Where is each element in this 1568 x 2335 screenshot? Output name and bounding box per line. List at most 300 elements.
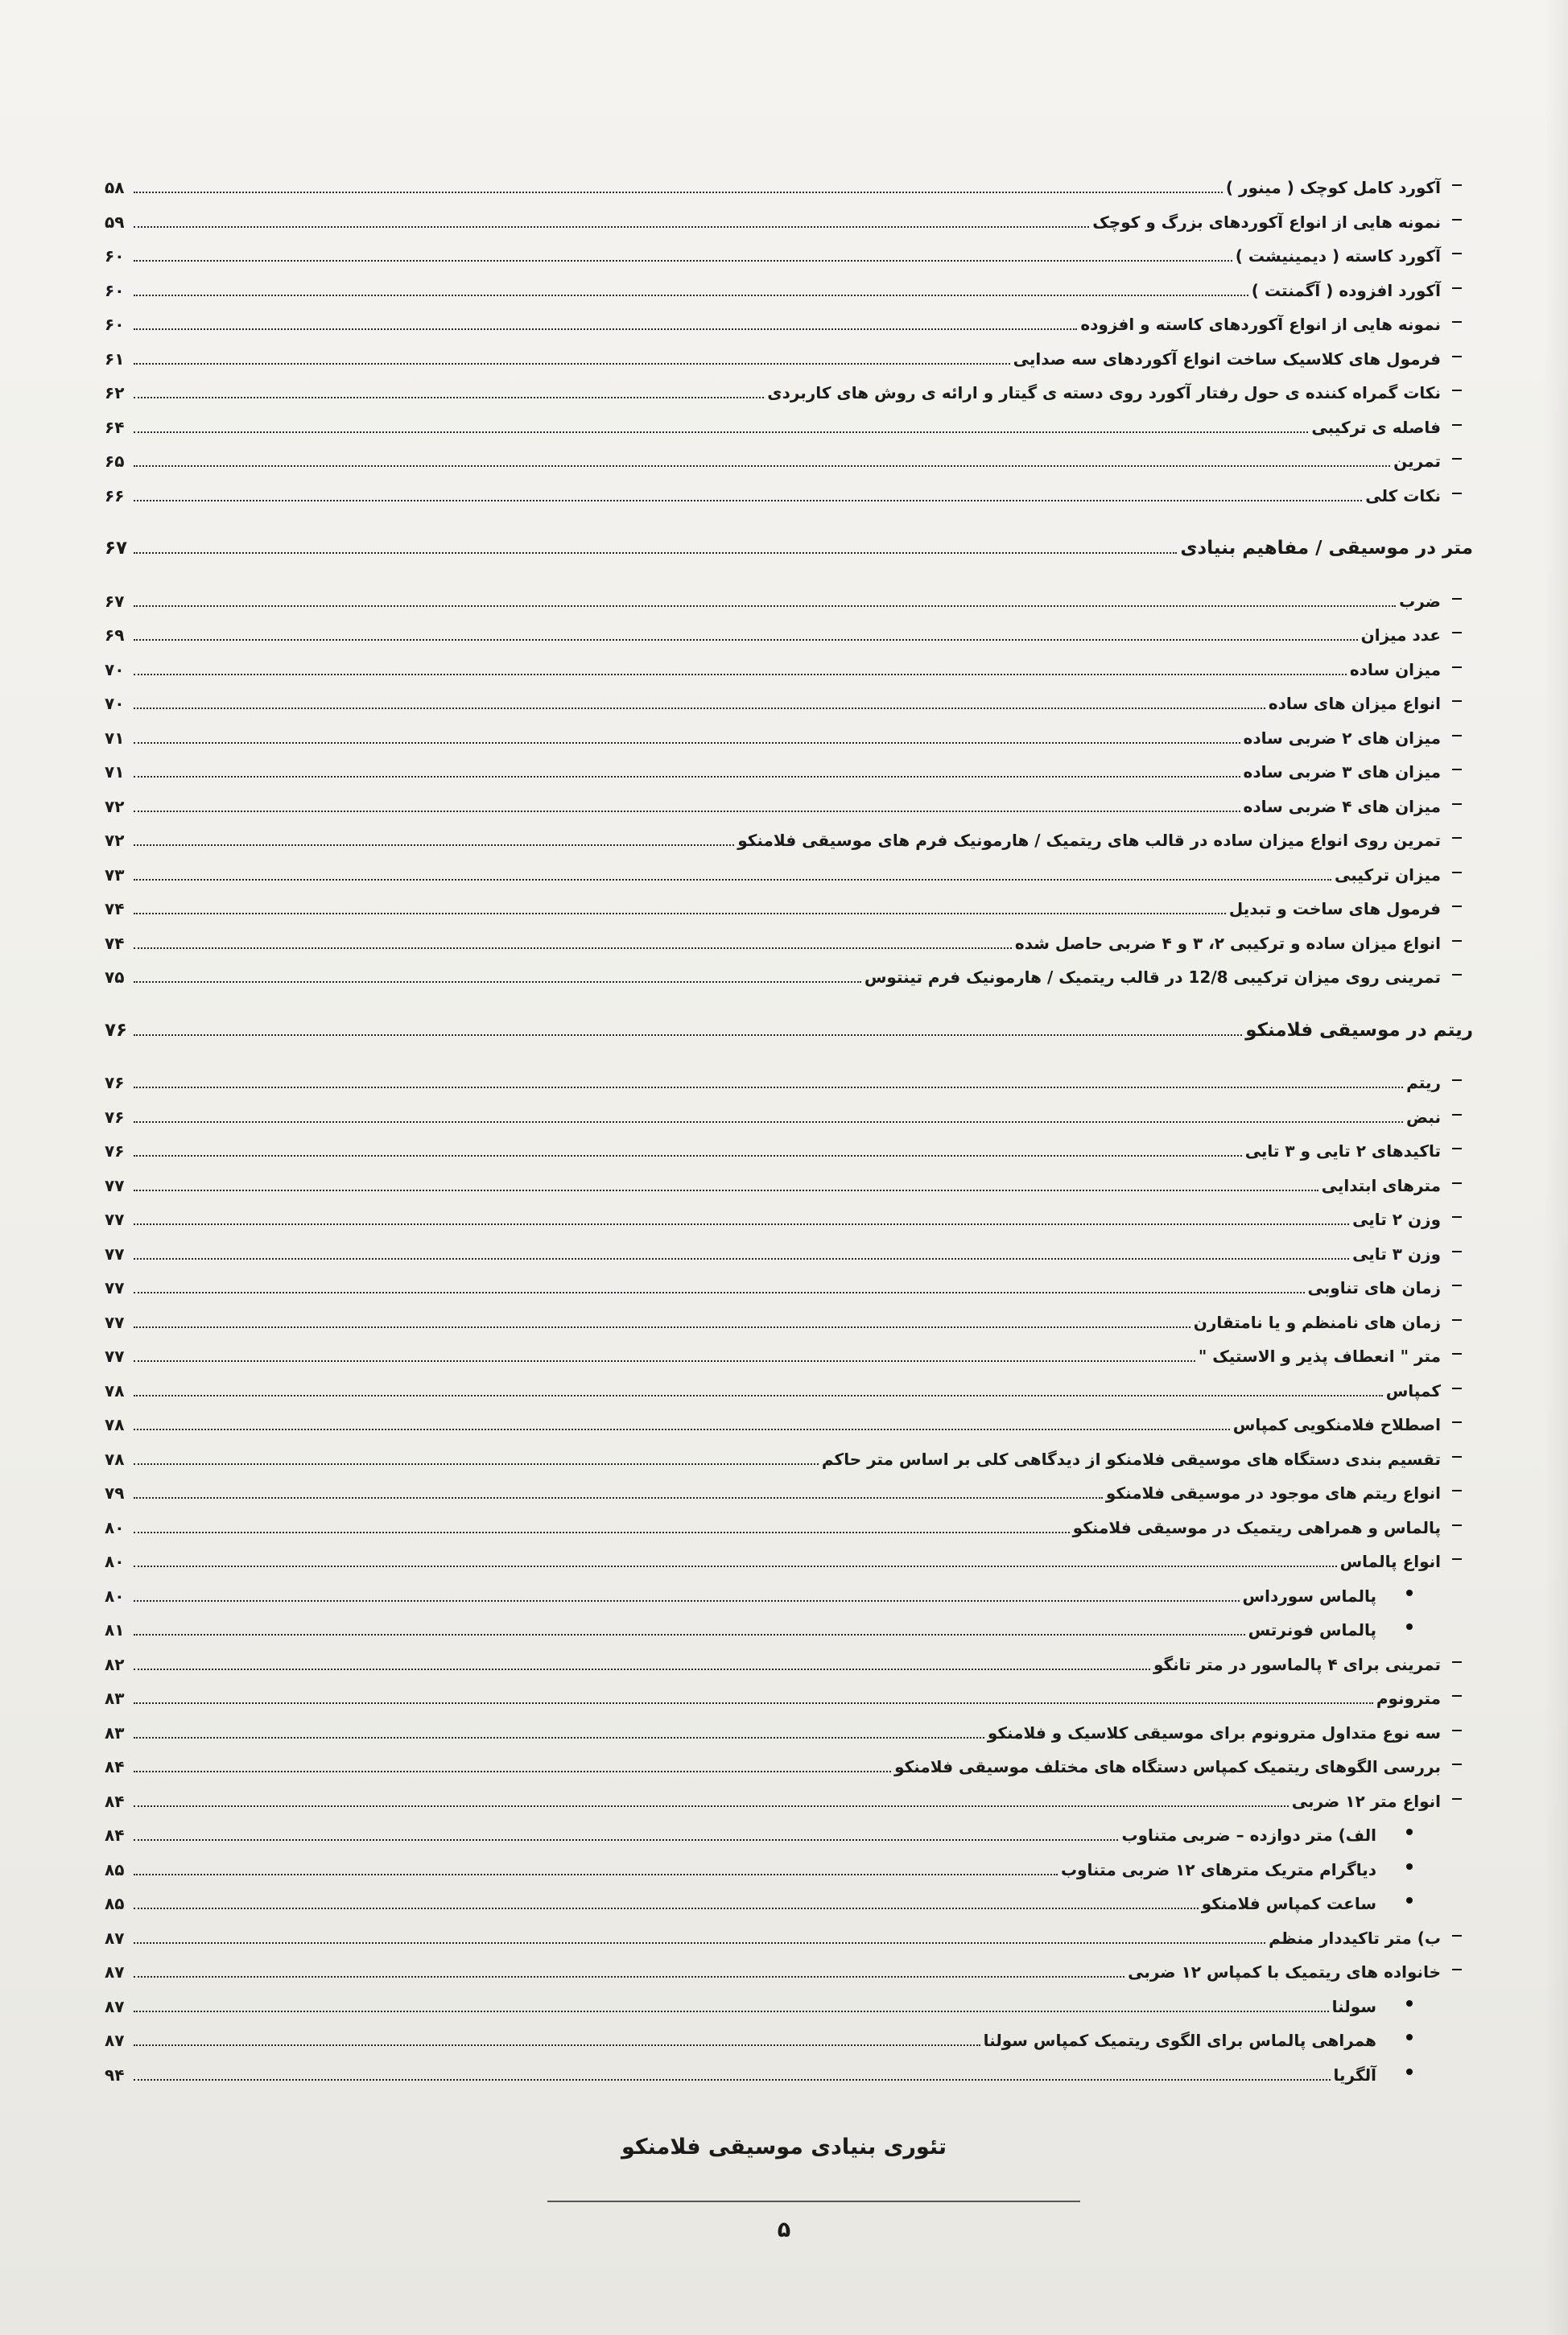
toc-row [105,1095,1473,1127]
toc-row [105,921,1473,953]
dot-leader [134,1908,1199,1909]
toc-entry-title: تقسیم بندی دستگاه های موسیقی فلامنکو از دیدگاهی کلی بر اساس متر حاکم [821,1449,1441,1469]
toc-row [105,1574,1473,1606]
toc-row [105,1744,1473,1776]
toc-entry-page: ۷۷ [105,1312,125,1332]
toc-entry-title: ضرب [1399,591,1441,611]
toc-row [105,1163,1473,1195]
dot-leader [134,844,734,846]
toc-entry-title: میزان ترکیبی [1334,864,1441,885]
toc-row [105,1471,1473,1503]
dash-mark [1452,1421,1462,1423]
page-edge-shadow [1544,0,1568,2335]
toc-entry-page: ۵۸ [105,178,125,197]
toc-entry-title: تاکیدهای ۲ تایی و ۳ تایی [1244,1141,1441,1161]
dot-leader [134,2044,980,2046]
dot-leader [134,1669,1150,1670]
toc-entry-page: ۸۴ [105,1826,125,1845]
dash-mark [1452,1251,1462,1252]
toc-row [105,1779,1473,1811]
dot-leader [134,1034,1242,1036]
dash-mark [1452,735,1462,736]
dash-mark [1452,598,1462,600]
bullet-marker [1376,1894,1473,1913]
dot-leader [134,1771,891,1772]
toc-entry-page: ۷۷ [105,1278,125,1297]
dash-mark [1452,458,1462,460]
toc-entry-title: نمونه هایی از انواع آکوردهای کاسته و افزوده [1080,315,1441,334]
toc-row [105,1642,1473,1674]
toc-entry-title: وزن ۳ تایی [1352,1244,1441,1264]
toc-section-row [105,526,1473,558]
dot-leader [134,192,1223,193]
toc-entry-title: مترونوم [1376,1689,1441,1708]
dot-leader [134,1223,1349,1225]
toc-entry-page: ۸۲ [105,1654,125,1674]
toc-entry-page: ۸۰ [105,1552,125,1571]
dash-mark [1452,906,1462,907]
toc-entry-page: ۷۷ [105,1210,125,1229]
bullet-dot [1406,1590,1413,1596]
toc-row [105,233,1473,266]
toc-entry-page: ۶۲ [105,383,125,402]
toc-entry-page: ۸۷ [105,1962,125,1982]
dash-mark [1452,1490,1462,1491]
dash-mark [1452,632,1462,633]
bullet-dot [1406,2034,1413,2040]
dot-leader [134,981,861,983]
toc-row [105,473,1473,505]
dash-marker [1441,1108,1473,1127]
toc-entry-title: پالماس فونرتس [1248,1620,1376,1640]
dash-mark [1452,184,1462,186]
toc-row [105,852,1473,885]
toc-row [105,1710,1473,1743]
toc-entry-title: ریتم [1406,1073,1441,1092]
dot-leader [134,465,1390,467]
toc-entry-title: خانواده های ریتمیک با کمپاس ۱۲ ضربی [1128,1962,1441,1982]
dash-mark [1452,1730,1462,1731]
dash-marker [1441,1313,1473,1332]
dash-marker [1441,1723,1473,1743]
toc-entry-title: نمونه هایی از انواع آکوردهای بزرگ و کوچک [1092,212,1441,232]
toc-row [105,681,1473,713]
dot-leader [134,1155,1242,1157]
toc-entry-title: آکورد کاسته ( دیمینیشت ) [1235,246,1441,266]
bullet-dot [1406,1897,1413,1904]
dash-marker [1441,281,1473,300]
toc-entry-page: ۸۴ [105,1791,125,1811]
dot-leader [134,639,1358,641]
toc-entry-title: فرمول های کلاسیک ساخت انواع آکوردهای سه صدایی [1013,349,1441,369]
dash-marker [1441,1176,1473,1195]
dash-mark [1452,1353,1462,1355]
dash-mark [1452,1456,1462,1458]
toc-entry-page: ۸۷ [105,1996,125,2016]
toc-row [105,165,1473,197]
toc-row [105,1676,1473,1708]
dot-leader [134,742,1240,744]
toc-entry-page: ۷۰ [105,659,125,679]
dot-leader [134,913,1226,914]
toc-entry-page: ۶۶ [105,485,125,505]
dash-mark [1452,1148,1462,1149]
toc-row [105,439,1473,471]
dash-marker [1441,1244,1473,1264]
dash-marker [1441,486,1473,505]
dot-leader [134,431,1308,433]
toc-entry-title: فاصله ی ترکیبی [1311,417,1441,437]
toc-row [105,1128,1473,1161]
toc-entry-page: ۷۳ [105,864,125,885]
dash-marker [1441,728,1473,748]
dash-mark [1452,1216,1462,1218]
toc-entry-title: عدد میزان [1360,625,1441,645]
dot-leader [134,1326,1190,1328]
dot-leader [134,2079,1331,2081]
toc-entry-page: ۸۷ [105,2031,125,2050]
dot-leader [134,260,1232,262]
toc-row [105,1949,1473,1982]
toc-row [105,1437,1473,1469]
dash-marker [1441,934,1473,953]
dash-marker [1441,1792,1473,1811]
table-of-contents [105,165,1473,2089]
toc-row [105,1881,1473,1913]
toc-entry-page: ۷۸ [105,1415,125,1434]
toc-row [105,955,1473,987]
dash-marker [1441,694,1473,713]
toc-entry-page: ۶۴ [105,417,125,437]
toc-entry-title: انواع میزان ساده و ترکیبی ۲، ۳ و ۴ ضربی حاصل شده [1014,933,1441,953]
toc-entry-title: پالماس سورداس [1242,1586,1376,1606]
dot-leader [134,552,1177,554]
dot-leader [134,1976,1124,1978]
dash-mark [1452,700,1462,702]
toc-entry-title: همراهی پالماس برای الگوی ریتمیک کمپاس سولنا [983,2031,1376,2050]
toc-entry-title: تمرین [1393,452,1441,471]
toc-entry-page: ۷۵ [105,967,125,987]
toc-row [105,370,1473,402]
toc-row [105,579,1473,611]
bullet-dot [1406,1623,1413,1630]
dash-mark [1452,1524,1462,1526]
toc-entry-page: ۷۷ [105,1175,125,1195]
dot-leader [134,295,1248,296]
toc-entry-title: متر " انعطاف پذیر و الاستیک " [1198,1347,1441,1366]
toc-entry-page: ۶۵ [105,452,125,471]
dash-mark [1452,769,1462,770]
toc-entry-title: نبض [1406,1107,1441,1127]
toc-row [105,1847,1473,1879]
dash-marker [1441,1552,1473,1571]
toc-entry-title: میزان ساده [1349,659,1441,679]
dash-mark [1452,1285,1462,1286]
dot-leader [134,226,1089,228]
toc-entry-title: ریتم در موسیقی فلامنکو [1245,1019,1473,1041]
toc-entry-page: ۸۱ [105,1620,125,1640]
bullet-marker [1376,1860,1473,1879]
toc-row [105,1607,1473,1640]
toc-entry-title: بررسی الگوهای ریتمیک کمپاس دستگاه های مختلف موسیقی فلامنکو [894,1757,1441,1776]
dash-marker [1441,1483,1473,1503]
toc-row [105,647,1473,679]
dash-mark [1452,1319,1462,1321]
dot-leader [134,1600,1240,1602]
dot-leader [134,1805,1289,1807]
footer-divider [547,2201,1080,2202]
dash-marker [1441,1347,1473,1366]
dash-mark [1452,219,1462,221]
toc-entry-title: مترهای ابتدایی [1321,1175,1441,1195]
toc-entry-page: ۷۷ [105,1244,125,1264]
toc-entry-title: کمپاس [1385,1380,1441,1401]
dash-mark [1452,1114,1462,1116]
bullet-dot [1406,1863,1413,1870]
toc-row [105,784,1473,816]
bullet-marker [1376,1586,1473,1606]
toc-entry-page: ۸۰ [105,1517,125,1537]
toc-entry-page: ۷۴ [105,899,125,918]
toc-entry-page: ۶۰ [105,315,125,334]
dash-mark [1452,1764,1462,1765]
dash-mark [1452,803,1462,805]
dash-marker [1441,1655,1473,1674]
toc-row [105,1984,1473,2016]
toc-row [105,200,1473,232]
dot-leader [134,947,1012,949]
bullet-marker [1376,1997,1473,2016]
toc-entry-title: آلگریا [1333,2065,1376,2085]
dash-mark [1452,1798,1462,1800]
dash-marker [1441,1962,1473,1982]
dash-mark [1452,493,1462,494]
page-number: ۵ [777,2217,791,2242]
dash-mark [1452,1558,1462,1560]
toc-entry-title: نکات کلی [1365,485,1441,505]
toc-entry-title: انواع متر ۱۲ ضربی [1291,1791,1441,1811]
dot-leader [134,1087,1403,1088]
toc-entry-page: ۷۱ [105,762,125,782]
toc-entry-title: تمرین روی انواع میزان ساده در قالب های ریتمیک / هارمونیک فرم های موسیقی فلامنکو [737,831,1441,850]
toc-entry-title: زمان های تناوبی [1307,1278,1441,1297]
toc-row [105,818,1473,850]
toc-row [105,2052,1473,2085]
toc-row [105,1916,1473,1948]
dash-mark [1452,253,1462,254]
dash-marker [1441,865,1473,885]
toc-entry-title: میزان های ۲ ضربی ساده [1243,728,1441,748]
dash-marker [1441,660,1473,679]
dot-leader [134,1429,1230,1430]
toc-entry-page: ۸۵ [105,1859,125,1879]
bullet-dot [1406,2069,1413,2075]
dash-mark [1452,1969,1462,1970]
dash-marker [1441,1278,1473,1297]
dash-marker [1441,178,1473,197]
dot-leader [134,1121,1403,1123]
dot-leader [134,1737,984,1739]
dot-leader [134,1395,1383,1396]
toc-entry-title: انواع ریتم های موجود در موسیقی فلامنکو [1105,1483,1441,1503]
dot-leader [134,674,1347,675]
footer-book-title: تئوری بنیادی موسیقی فلامنکو [621,2135,947,2160]
bullet-marker [1376,1826,1473,1845]
toc-entry-title: تمرینی روی میزان ترکیبی 12/8 در قالب ریتمیک / هارمونیک فرم تینتوس [864,967,1441,987]
dash-mark [1452,666,1462,668]
toc-entry-page: ۷۴ [105,933,125,953]
toc-entry-page: ۷۲ [105,831,125,850]
toc-entry-page: ۶۱ [105,349,125,369]
dash-mark [1452,1079,1462,1081]
dash-marker [1441,212,1473,232]
dot-leader [134,605,1396,607]
toc-entry-title: آکورد کامل کوچک ( مینور ) [1225,178,1441,197]
toc-entry-page: ۸۳ [105,1689,125,1708]
dot-leader [134,500,1362,501]
toc-entry-page: ۸۳ [105,1722,125,1743]
toc-entry-title: تمرینی برای ۴ پالماسور در متر تانگو [1153,1654,1441,1674]
dash-marker [1441,1929,1473,1948]
dash-marker [1441,625,1473,645]
toc-entry-page: ۶۷ [105,591,125,611]
toc-entry-title: الف) متر دوازده – ضربی متناوب [1121,1826,1376,1845]
toc-entry-page: ۶۷ [105,538,128,559]
toc-entry-page: ۷۹ [105,1483,125,1503]
dash-marker [1441,1518,1473,1537]
toc-entry-page: ۷۶ [105,1141,125,1161]
toc-row [105,749,1473,782]
toc-row [105,1334,1473,1366]
toc-row [105,302,1473,334]
dash-marker [1441,383,1473,402]
toc-entry-title: اصطلاح فلامنکویی کمپاس [1232,1415,1441,1434]
bullet-marker [1376,2065,1473,2085]
toc-entry-page: ۷۷ [105,1347,125,1366]
dash-marker [1441,1210,1473,1229]
toc-row [105,613,1473,645]
toc-entry-page: ۸۵ [105,1894,125,1913]
dash-marker [1441,831,1473,850]
dash-mark [1452,1935,1462,1937]
toc-entry-title: انواع میزان های ساده [1268,694,1441,713]
toc-entry-page: ۹۴ [105,2065,125,2085]
dot-leader [134,1942,1265,1944]
dot-leader [134,328,1077,330]
toc-entry-title: نکات گمراه کننده ی حول رفتار آکورد روی دسته ی گیتار و ارائه ی روش های کاربردی [767,383,1441,402]
toc-row [105,336,1473,369]
dot-leader [134,2011,1329,2012]
dot-leader [134,1258,1349,1260]
toc-entry-page: ۷۶ [105,1073,125,1092]
dash-marker [1441,899,1473,918]
toc-row [105,1402,1473,1434]
bullet-marker [1376,2031,1473,2050]
toc-entry-title: ب) متر تاکیددار منظم [1269,1928,1441,1948]
toc-entry-title: پالماس و همراهی ریتمیک در موسیقی فلامنکو [1072,1517,1441,1537]
dash-marker [1441,1141,1473,1161]
dot-leader [134,1360,1195,1362]
toc-entry-title: انواع پالماس [1339,1552,1441,1571]
bullet-dot [1406,1829,1413,1835]
toc-entry-title: آکورد افزوده ( آگمنتت ) [1251,280,1441,300]
toc-entry-title: ساعت کمپاس فلامنکو [1201,1894,1376,1913]
dash-marker [1441,592,1473,611]
dash-marker [1441,762,1473,782]
toc-entry-page: ۷۲ [105,796,125,816]
dot-leader [134,708,1265,709]
dash-marker [1441,246,1473,266]
toc-entry-title: متر در موسیقی / مفاهیم بنیادی [1180,538,1473,559]
toc-row [105,1300,1473,1332]
dot-leader [134,1702,1373,1704]
toc-section-row [105,1008,1473,1040]
toc-entry-title: دیاگرام متریک مترهای ۱۲ ضربی متناوب [1060,1859,1376,1879]
dot-leader [134,1839,1118,1841]
toc-row [105,1539,1473,1571]
bullet-marker [1376,1620,1473,1640]
dash-mark [1452,1695,1462,1697]
toc-row [105,716,1473,748]
dot-leader [134,1292,1305,1293]
toc-entry-title: میزان های ۴ ضربی ساده [1243,796,1441,816]
dash-marker [1441,1073,1473,1092]
dash-mark [1452,940,1462,942]
dot-leader [134,1190,1318,1191]
dash-mark [1452,872,1462,873]
toc-entry-page: ۶۰ [105,280,125,300]
toc-entry-page: ۸۴ [105,1757,125,1776]
dash-mark [1452,1388,1462,1389]
toc-entry-title: سولنا [1331,1996,1376,2016]
dash-marker [1441,1381,1473,1401]
dot-leader [134,1463,819,1465]
dash-marker [1441,1450,1473,1469]
toc-entry-page: ۷۸ [105,1380,125,1401]
dot-leader [134,1497,1103,1499]
bullet-dot [1406,2000,1413,2007]
toc-entry-page: ۷۸ [105,1449,125,1469]
dash-mark [1452,837,1462,839]
dash-marker [1441,797,1473,816]
dash-mark [1452,1661,1462,1663]
dot-leader [134,1874,1058,1875]
dash-mark [1452,287,1462,289]
toc-row [105,1505,1473,1537]
dash-mark [1452,974,1462,976]
toc-row [105,2018,1473,2050]
toc-entry-page: ۶۹ [105,625,125,645]
toc-entry-page: ۵۹ [105,212,125,232]
dash-marker [1441,349,1473,369]
toc-entry-title: میزان های ۳ ضربی ساده [1243,762,1441,782]
dot-leader [134,1566,1337,1567]
dash-mark [1452,1182,1462,1184]
toc-entry-page: ۷۰ [105,694,125,713]
dot-leader [134,776,1240,778]
toc-entry-page: ۷۱ [105,728,125,748]
toc-entry-title: وزن ۲ تایی [1352,1210,1441,1229]
toc-entry-page: ۸۰ [105,1586,125,1606]
toc-row [105,886,1473,918]
toc-row [105,1265,1473,1297]
toc-row [105,405,1473,437]
toc-entry-page: ۷۶ [105,1019,128,1041]
dot-leader [134,363,1010,365]
dot-leader [134,397,764,398]
toc-entry-title: فرمول های ساخت و تبدیل [1228,899,1441,918]
toc-entry-page: ۶۰ [105,246,125,266]
